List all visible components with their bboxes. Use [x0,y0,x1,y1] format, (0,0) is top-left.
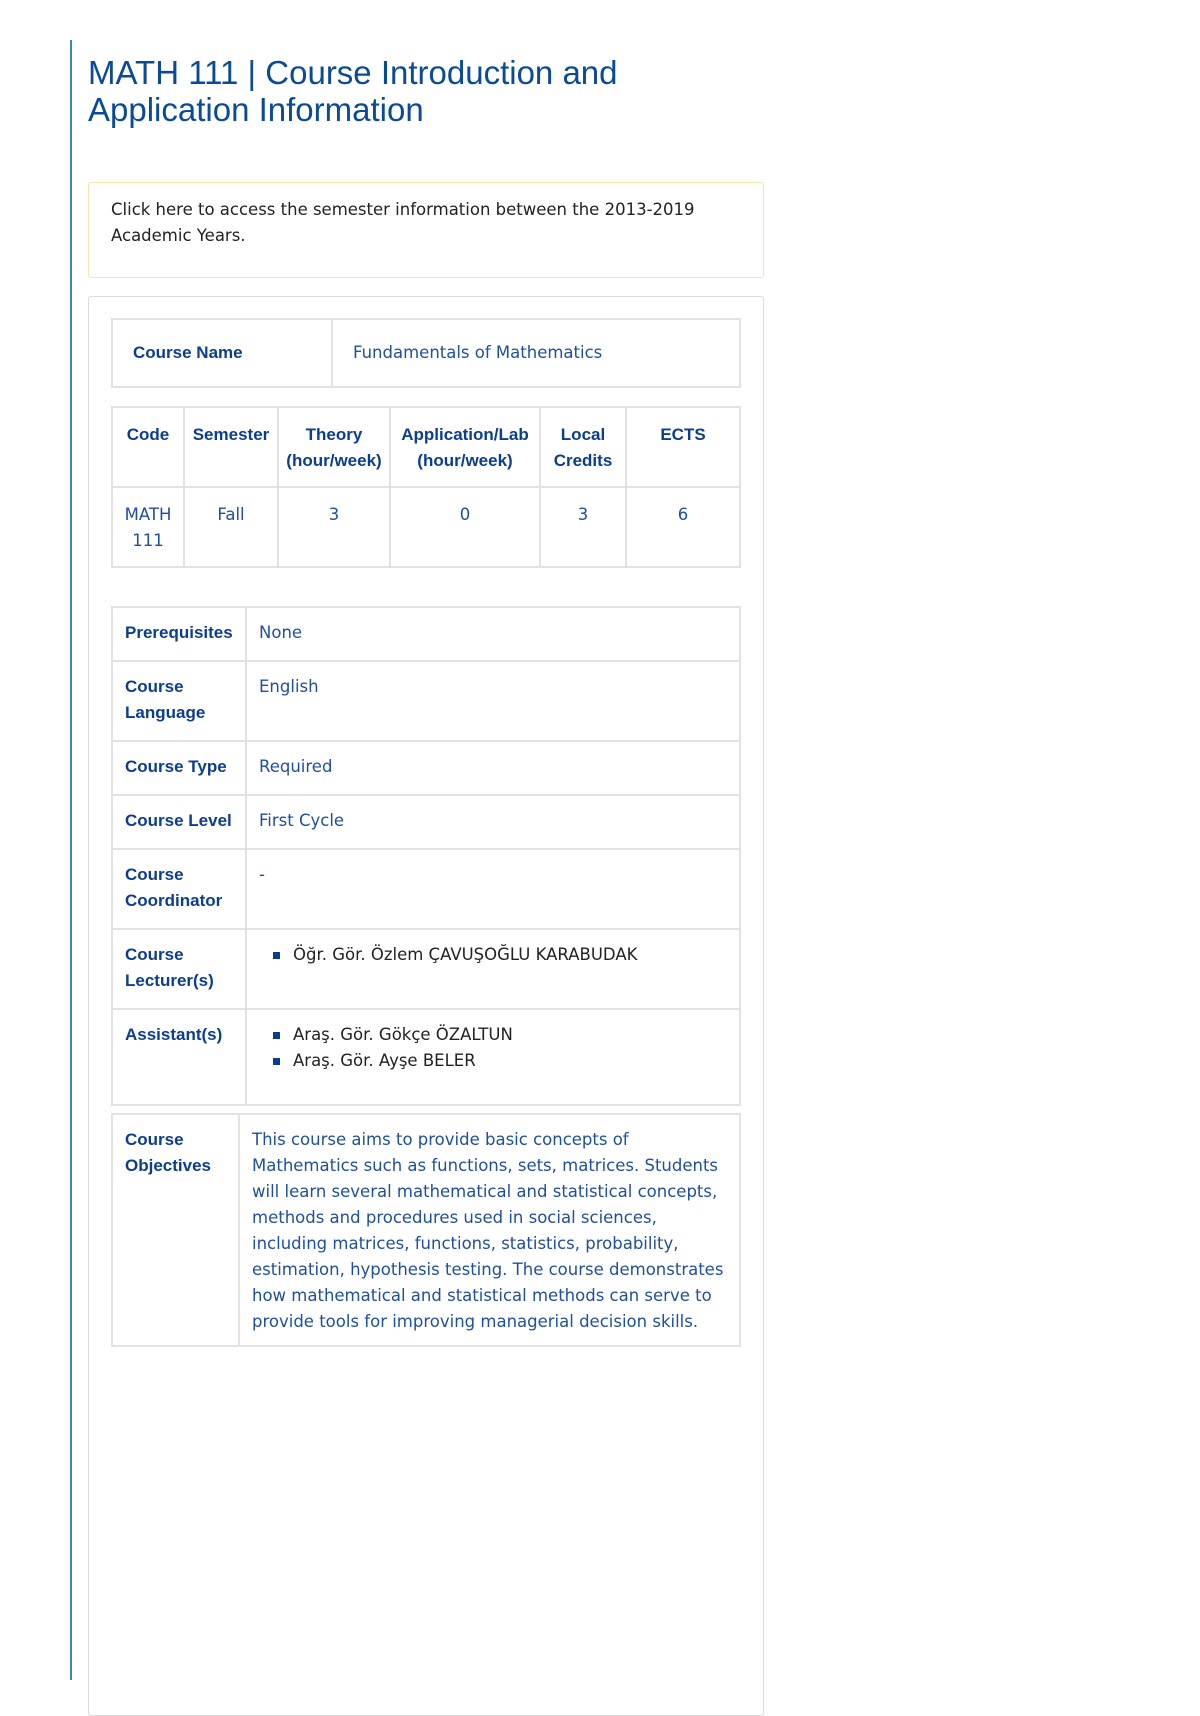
assistants-list [259,1022,727,1074]
left-accent-rule [70,40,72,1680]
page-title: MATH 111 | Course Introduction and Application Information [88,54,618,128]
course-objectives-table [111,1113,741,1347]
lecturers-list [259,942,727,968]
objectives-value: This course aims to provide basic concepts of Mathematics such as functions, sets, matrices. Students will learn several mathematical and statistical concepts, methods and procedures used in social sciences, including matrices, functions, statistics, probability, estimation, hypothesis testing. The course demonstrates how mathematical and statistical methods can serve to provide tools for improving managerial decision skills. [239,1114,740,1346]
header-code: Code [112,407,184,487]
language-value: English [246,661,740,741]
course-credits-table [111,406,741,568]
course-name-table [111,318,741,388]
assistants-label: Assistant(s) [112,1009,246,1105]
prerequisites-label: Prerequisites [112,607,246,661]
type-row [112,741,740,795]
header-semester: Semester [184,407,278,487]
assistant-item: Araş. Gör. Ayşe BELER [259,1048,727,1074]
assistants-value [246,1009,740,1105]
course-name-label: Course Name [112,319,332,387]
assistant-item: Araş. Gör. Gökçe ÖZALTUN [259,1022,727,1048]
objectives-row [112,1114,740,1346]
level-label: Course Level [112,795,246,849]
value-theory: 3 [278,487,390,567]
credits-header-row [112,407,740,487]
value-application-lab: 0 [390,487,540,567]
coordinator-label: Course Coordinator [112,849,246,929]
lecturer-item: Öğr. Gör. Özlem ÇAVUŞOĞLU KARABUDAK [259,942,727,968]
language-row [112,661,740,741]
prerequisites-row [112,607,740,661]
credits-value-row [112,487,740,567]
type-label: Course Type [112,741,246,795]
course-info-panel [88,296,764,1716]
lecturers-label: Course Lecturer(s) [112,929,246,1009]
header-ects: ECTS [626,407,740,487]
language-label: Course Language [112,661,246,741]
header-local-credits: Local Credits [540,407,626,487]
value-local-credits: 3 [540,487,626,567]
lecturers-value [246,929,740,1009]
header-application-lab: Application/Lab (hour/week) [390,407,540,487]
semester-info-link[interactable]: Click here to access the semester information between the 2013-2019 Academic Years. [111,200,695,245]
header-theory: Theory (hour/week) [278,407,390,487]
objectives-label: Course Objectives [112,1114,239,1346]
assistants-row [112,1009,740,1105]
type-value: Required [246,741,740,795]
course-name-value: Fundamentals of Mathematics [332,319,740,387]
value-semester: Fall [184,487,278,567]
level-row [112,795,740,849]
course-details-table [111,606,741,1106]
value-ects: 6 [626,487,740,567]
value-code: MATH 111 [112,487,184,567]
level-value: First Cycle [246,795,740,849]
prerequisites-value: None [246,607,740,661]
course-name-row [112,319,740,387]
coordinator-value: - [246,849,740,929]
coordinator-row [112,849,740,929]
semester-info-notice[interactable] [88,182,764,278]
lecturers-row [112,929,740,1009]
